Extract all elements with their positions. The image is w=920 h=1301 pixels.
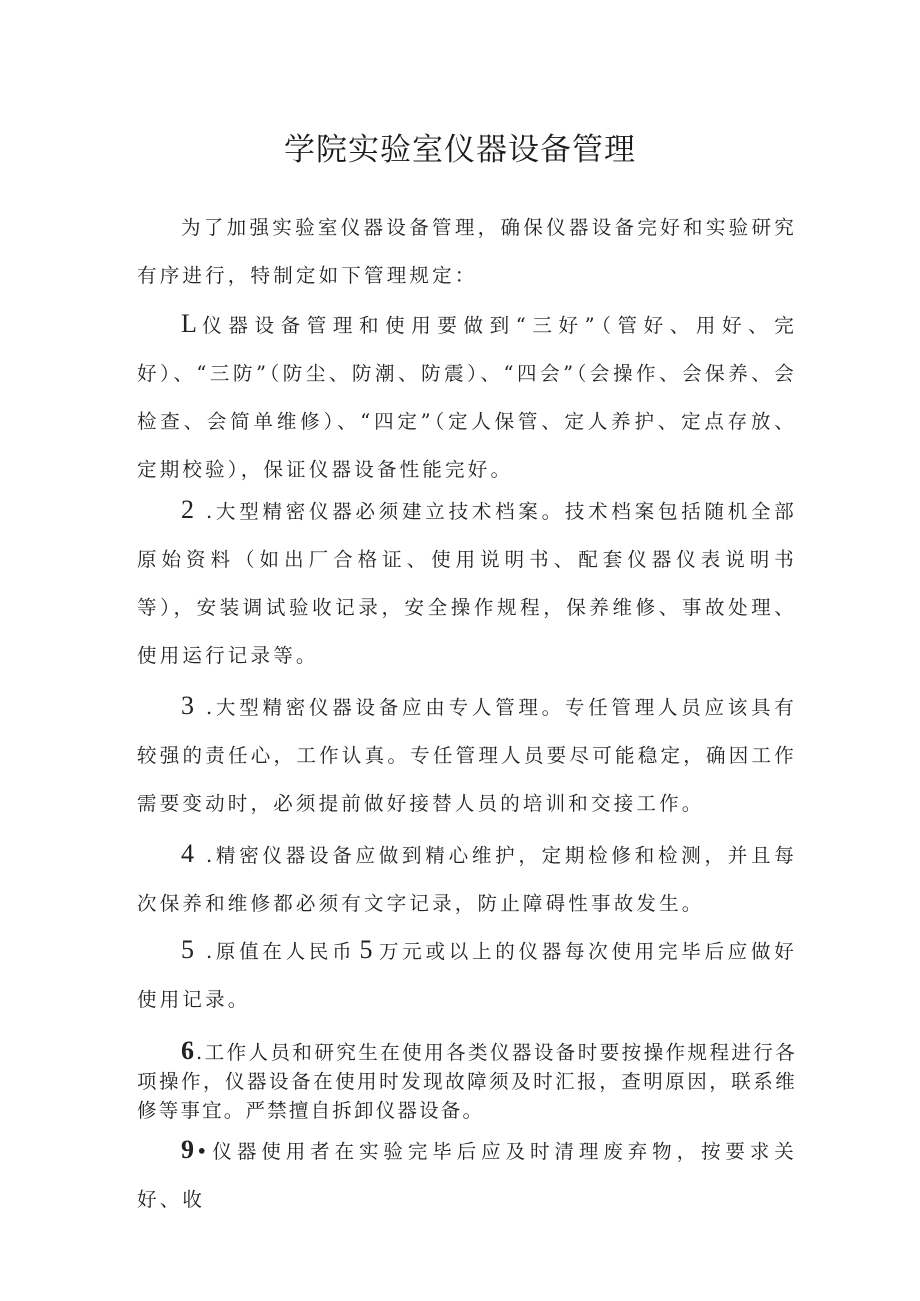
item-text: .工作人员和研究生在使用各类仪器设备时要按操作规程进行各项操作，仪器设备在使用时发现故障须及时汇报，查明原因，联系维修等事宜。严禁擅自拆卸仪器设备。 (137, 1041, 797, 1122)
rule-item-9 (137, 1126, 797, 1224)
item-marker: 2 (181, 495, 196, 524)
rule-item-2 (137, 486, 797, 680)
item-text: .大型精密仪器设备应由专人管理。专任管理人员应该具有较强的责任心，工作认真。专任管理人员要尽可能稳定，确因工作需要变动时，必须提前做好接替人员的培训和交接工作。 (137, 696, 797, 815)
item-marker: 3 (181, 691, 196, 720)
rule-item-3 (137, 682, 797, 828)
intro-paragraph (137, 204, 797, 300)
rule-item-6 (137, 1036, 797, 1125)
document-title: 学院实验室仪器设备管理 (284, 132, 636, 168)
item-inline-number: 5 (359, 935, 375, 964)
item-text: .原值在人民币 (196, 940, 356, 963)
intro-text: 为了加强实验室仪器设备管理，确保仪器设备完好和实验研究有序进行，特制定如下管理规定： (137, 216, 797, 287)
item-text: .精密仪器设备应做到精心维护，定期检修和检测，并且每次保养和维修都必须有文字记录，防止障碍性事故发生。 (137, 844, 797, 915)
item-marker: 4 (181, 839, 196, 868)
item-marker: 9 (181, 1135, 196, 1164)
rule-item-5 (137, 926, 797, 1024)
item-marker: 5 (181, 935, 196, 964)
rule-item-1 (137, 300, 797, 494)
rule-item-4 (137, 830, 797, 928)
item-text: •仪器使用者在实验完毕后应及时清理废弃物，按要求关好、收 (137, 1140, 797, 1211)
item-marker: L (181, 309, 199, 338)
item-text: .大型精密仪器必须建立技术档案。技术档案包括随机全部原始资料（如出厂合格证、使用说明书、配套仪器仪表说明书等），安装调试验收记录，安全操作规程，保养维修、事故处理、使用运行记录等。 (137, 500, 797, 667)
item-marker: 6 (181, 1036, 196, 1065)
item-text-after: 万元或以上的仪器每次使用完毕后应做好使用记录。 (137, 940, 798, 1011)
item-text: 仪器设备管理和使用要做到“三好”（管好、用好、完好）、“三防”（防尘、防潮、防震）、“四会”（会操作、会保养、会检查、会简单维修）、“四定”（定人保管、定人养护、定点存放、定期校验），保证仪器设备性能完好。 (137, 314, 797, 481)
